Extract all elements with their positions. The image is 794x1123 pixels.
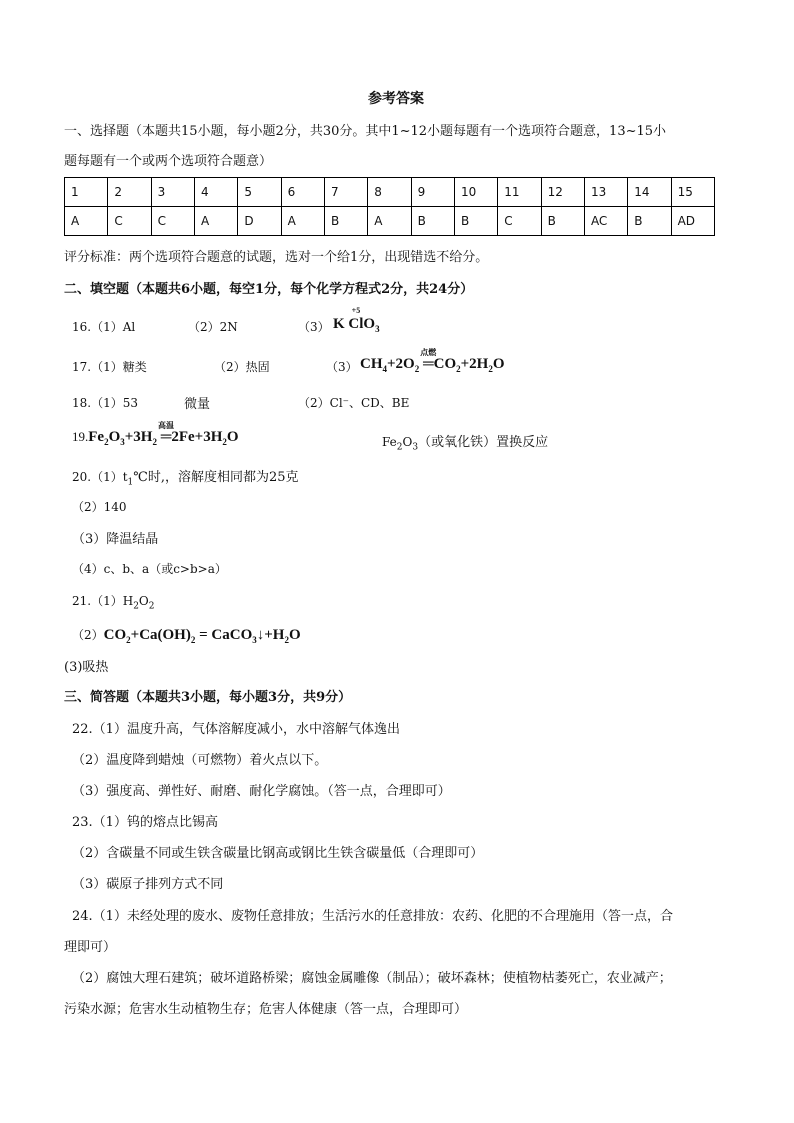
- q17-part3-label: （3）: [326, 360, 358, 374]
- q23-part3: （3）碳原子排列方式不同: [72, 877, 224, 892]
- q21-part3: (3)吸热: [64, 660, 109, 675]
- q20-part4: （4）c、b、a（或c>b>a）: [72, 562, 227, 576]
- q18-part1-note: 微量: [184, 397, 211, 412]
- q17-eq-h2-sub: 2: [488, 364, 493, 374]
- answer-cell: B: [628, 207, 671, 236]
- q21-part1-h-sub: 2: [133, 601, 139, 612]
- q19-eq-fe: Fe: [88, 429, 105, 445]
- q19-eq-h2: +3H: [124, 429, 153, 445]
- q19-eq-products: 2Fe+3H: [171, 429, 223, 445]
- q17-eq-o2: +2O: [387, 356, 415, 372]
- q17-eq-co2-sub: 2: [456, 364, 461, 374]
- answer-table-answers-row: [65, 207, 715, 236]
- q21-eq-caco-sub: 3: [252, 635, 257, 645]
- answer-cell: B: [454, 207, 497, 236]
- q17-equation: [360, 348, 505, 374]
- q24-part2-line1: （2）腐蚀大理石建筑；破坏道路桥梁；腐蚀金属雕像（制品）；破坏森林；使植物枯萎死亡，农业减产；: [72, 971, 672, 986]
- q21-part2-label: （2）: [72, 628, 104, 642]
- q19-note-o: O: [402, 435, 413, 449]
- q17-eq-condition: 点燃: [420, 348, 437, 357]
- q19-eq-condition: 高温: [158, 421, 175, 430]
- q17-eq-ch: CH: [360, 356, 383, 372]
- section3-heading: 三、简答题（本题共3小题，每小题3分，共9分）: [64, 690, 352, 705]
- page-title: 参考答案: [368, 91, 424, 107]
- q21-part2: [72, 626, 301, 645]
- answer-cell: A: [194, 207, 237, 236]
- q16-formula: [333, 306, 380, 334]
- question-number-cell: 9: [411, 178, 454, 207]
- answer-cell: C: [151, 207, 194, 236]
- q16-charge-label: +5: [351, 306, 361, 315]
- q19-eq-h2-sub: 2: [152, 437, 157, 447]
- question-number-cell: 3: [151, 178, 194, 207]
- q16-formula-cl-charged: [348, 306, 364, 333]
- question-number-cell: 12: [541, 178, 584, 207]
- q19-note-o-sub: 3: [412, 442, 419, 453]
- q17-eq-arrow: 点燃 ═: [420, 348, 437, 372]
- question-number-cell: 15: [671, 178, 714, 207]
- q24-part2-line2: 污染水源；危害水生动植物生存；危害人体健康（答一点，合理即可）: [64, 1002, 468, 1017]
- answer-cell: A: [65, 207, 108, 236]
- question-number-cell: 8: [368, 178, 411, 207]
- q18-part1: 18.（1）53: [72, 396, 138, 410]
- q20-part2: （2）140: [72, 500, 127, 514]
- q20-part1-sub: 1: [127, 477, 134, 488]
- scoring-note: 评分标准：两个选项符合题意的试题，选对一个给1分，出现错选不给分。: [64, 250, 489, 265]
- q21-part1-h: 21.（1）H: [72, 594, 134, 608]
- q17-eq-co2: CO: [433, 356, 457, 372]
- question-number-cell: 2: [108, 178, 151, 207]
- q19-eq-o: O: [108, 429, 121, 445]
- q22-part3: （3）强度高、弹性好、耐磨、耐化学腐蚀。（答一点，合理即可）: [72, 784, 451, 799]
- q19-equation: [72, 421, 239, 447]
- q17-part2: （2）热固: [214, 360, 270, 374]
- q21-part1-o-sub: 2: [148, 601, 155, 612]
- answer-cell: C: [498, 207, 541, 236]
- question-number-cell: 11: [498, 178, 541, 207]
- q20-part1: [72, 466, 299, 488]
- q21-eq-o: O: [288, 627, 301, 643]
- q18-part2: （2）Cl⁻、CD、BE: [298, 396, 410, 410]
- q16-part2: （2）2N: [188, 320, 238, 334]
- answer-table-numbers-row: [65, 178, 715, 207]
- q17-eq-o2-sub: 2: [414, 364, 420, 374]
- q21-eq-h2: ↓+H: [256, 627, 285, 643]
- section1-heading-line2: 题每题有一个或两个选项符合题意）: [64, 154, 273, 169]
- answer-cell: B: [411, 207, 454, 236]
- q21-eq-caoh: +Ca(OH): [130, 627, 191, 643]
- q19-eq-o-sub: 3: [120, 437, 125, 447]
- answer-cell: A: [368, 207, 411, 236]
- q24-part1-line1: 24.（1）未经处理的废水、废物任意排放；生活污水的任意排放：农药、化肥的不合理施用（答一点，合: [72, 909, 673, 924]
- q19-eq-products-sub: 2: [222, 437, 227, 447]
- q22-part1: 22.（1）温度升高，气体溶解度减小，水中溶解气体逸出: [72, 722, 400, 737]
- question-number-cell: 13: [584, 178, 627, 207]
- q19-note-fe-sub: 2: [396, 442, 403, 453]
- q21-equation: [104, 627, 301, 643]
- q22-part2: （2）温度降到蜡烛（可燃物）着火点以下。: [72, 753, 328, 768]
- section2-heading: 二、填空题（本题共6小题，每空1分，每个化学方程式2分，共24分）: [64, 282, 474, 297]
- question-number-cell: 10: [454, 178, 497, 207]
- q19-eq-products-o: O: [226, 429, 239, 445]
- answer-cell: B: [324, 207, 367, 236]
- q16-part3-label: （3）: [298, 320, 330, 334]
- q17-eq-o: O: [492, 356, 505, 372]
- question-number-cell: 1: [65, 178, 108, 207]
- q16-formula-o: O: [363, 316, 376, 332]
- q16-formula-k: K: [333, 316, 345, 332]
- answer-cell: AC: [584, 207, 627, 236]
- q21-eq-h2-sub: 2: [284, 635, 289, 645]
- answer-table: [64, 177, 715, 236]
- q21-eq-co2: CO: [103, 627, 127, 643]
- answer-cell: A: [281, 207, 324, 236]
- q19-eq-fe-sub: 2: [104, 437, 109, 447]
- question-number-cell: 5: [238, 178, 281, 207]
- q21-eq-co2-sub: 2: [126, 635, 131, 645]
- q21-eq-caoh-sub: 2: [190, 635, 196, 645]
- q21-part1: [72, 592, 155, 611]
- q17-part1: 17.（1）糖类: [72, 360, 147, 374]
- answer-cell: C: [108, 207, 151, 236]
- answer-cell: B: [541, 207, 584, 236]
- q16-formula-o-sub: 3: [375, 324, 380, 334]
- q21-eq-caco: = CaCO: [195, 627, 253, 643]
- q19-note-fe: Fe: [382, 435, 397, 449]
- q16-formula-cl: Cl: [348, 316, 364, 332]
- question-number-cell: 6: [281, 178, 324, 207]
- q16-part1: 16.（1）Al: [72, 320, 136, 334]
- answer-cell: AD: [671, 207, 714, 236]
- q23-part2: （2）含碳量不同或生铁含碳量比钢高或钢比生铁含碳量低（合理即可）: [72, 846, 484, 861]
- section1-heading-line1: 一、选择题（本题共15小题，每小题2分，共30分。其中1~12小题每题有一个选项符合题意，13~15小: [64, 124, 667, 139]
- question-number-cell: 7: [324, 178, 367, 207]
- q19-note-rest: （或氧化铁）置换反应: [418, 435, 549, 450]
- q20-part3: （3）降温结晶: [72, 532, 159, 547]
- q23-part1: 23.（1）钨的熔点比锡高: [72, 815, 218, 830]
- q17-eq-ch-sub: 4: [382, 364, 387, 374]
- q19-number: 19.: [72, 429, 89, 444]
- q20-part1-b: ℃时,，溶解度相同都为25克: [133, 470, 299, 485]
- question-number-cell: 14: [628, 178, 671, 207]
- q21-part1-o: O: [138, 594, 149, 608]
- q19-note: [382, 431, 548, 453]
- question-number-cell: 4: [194, 178, 237, 207]
- q19-eq-arrow: 高温 ═: [158, 421, 175, 445]
- q17-eq-h2: +2H: [460, 356, 489, 372]
- q24-part1-line2: 理即可）: [64, 940, 117, 955]
- answer-cell: D: [238, 207, 281, 236]
- q20-part1-a: 20.（1）t: [72, 470, 128, 484]
